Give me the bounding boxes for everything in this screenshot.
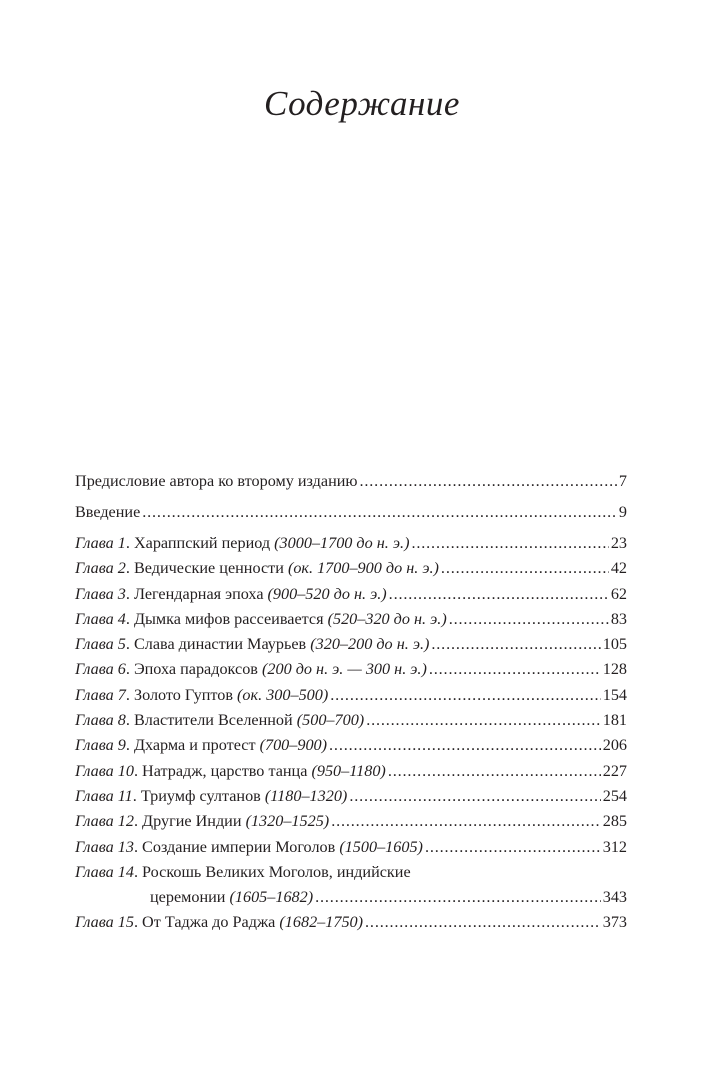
toc-entry-chapter-10: Глава 10. Натрадж, царство танца (950–1180) . . . 227 (75, 760, 627, 785)
toc-entry-chapter-13: Глава 13. Создание империи Моголов (1500–1605) . . . 312 (75, 836, 627, 861)
chapter-title: Хараппский период (133, 534, 271, 552)
toc-page-number: 254 (602, 786, 627, 805)
toc-page-number: 23 (610, 534, 627, 552)
dot-leader (389, 583, 609, 605)
chapter-label: Глава 1 (75, 534, 126, 552)
chapter-label: Глава 14 (75, 862, 134, 881)
dot-leader (330, 684, 600, 706)
dot-leader (360, 470, 617, 492)
chapter-dates: (1500–1605) (339, 837, 423, 856)
chapter-dates: (950–1180) (311, 761, 386, 780)
toc-entry-chapter-8: Глава 8. Властители Вселенной (500–700) . . . 181 (75, 709, 627, 734)
toc-entry-chapter-15: Глава 15. От Таджа до Раджа (1682–1750) . . . 373 (75, 911, 627, 936)
chapter-label: Глава 7 (75, 685, 126, 704)
toc-entry-chapter-14: Глава 14. Роскошь Великих Моголов, индийские (75, 862, 411, 881)
dot-leader (329, 734, 601, 756)
page-title: Содержание (264, 84, 460, 123)
toc-entry-chapter-12: Глава 12. Другие Индии (1320–1525) . . . 285 (75, 810, 627, 835)
dot-leader (449, 608, 609, 630)
chapter-label: Глава 12 (75, 812, 134, 831)
chapter-label: Глава 5 (75, 635, 126, 654)
dot-leader (431, 633, 600, 655)
toc-entry-chapter-4: Глава 4. Дымка мифов рассеивается (520–320 до н. э.) . . . 83 (75, 608, 627, 633)
toc-entry-chapter-3: Глава 3. Легендарная эпоха (900–520 до н. э.) . . . 62 (75, 583, 627, 608)
chapter-dates: (1682–1750) (279, 913, 364, 932)
dot-leader (331, 810, 601, 832)
chapter-label: Глава 10 (75, 761, 134, 780)
toc-entry-chapter-6: Глава 6. Эпоха парадоксов (200 до н. э. — 300 н. э.) . . . 128 (75, 658, 627, 683)
chapter-title: Легендарная эпоха (133, 584, 264, 603)
chapter-dates: (500–700) (296, 711, 365, 730)
chapter-title: Эпоха парадоксов (133, 660, 258, 679)
toc-page-number: 181 (602, 711, 627, 730)
chapter-title: Слава династии Маурьев (133, 635, 307, 654)
chapter-dates: (ок. 300–500) (237, 685, 329, 704)
chapter-title-continuation: церемонии (150, 888, 226, 907)
toc-entry-chapter-2: Глава 2. Ведические ценности (ок. 1700–900 до н. э.) . . . 42 (75, 557, 627, 582)
chapter-dates: (520–320 до н. э.) (327, 609, 447, 628)
chapter-title: Создание империи Моголов (142, 837, 336, 856)
chapter-label: Глава 3 (75, 584, 126, 603)
toc-page-number: 154 (602, 685, 627, 704)
chapter-label: Глава 4 (75, 609, 126, 628)
toc-entry-chapter-9: Глава 9. Дхарма и протест (700–900) . . . 206 (75, 734, 627, 759)
toc-entry-chapter-14-continuation (75, 886, 627, 911)
dot-leader (366, 709, 601, 731)
chapter-dates: (320–200 до н. э.) (310, 635, 430, 654)
dot-leader (365, 911, 601, 933)
dot-leader (429, 658, 601, 680)
chapter-dates: (700–900) (259, 736, 328, 755)
toc-entry-chapter-1: Глава 1. Хараппский период (3000–1700 до н. э.) . . . 23 (75, 532, 627, 557)
chapter-dates: (1180–1320) (264, 786, 348, 805)
chapter-label: Глава 8 (75, 711, 126, 730)
chapter-dates: (1320–1525) (245, 812, 330, 831)
toc-entry-title: Предисловие автора ко второму изданию (75, 472, 358, 490)
toc-page-number: 9 (618, 503, 627, 521)
toc-page-number: 312 (602, 837, 627, 856)
dot-leader (142, 501, 617, 523)
chapter-title: Натрадж, царство танца (142, 761, 308, 780)
table-of-contents (75, 470, 627, 937)
toc-page-number: 105 (602, 635, 627, 654)
toc-page-number: 7 (618, 472, 627, 490)
chapter-label: Глава 9 (75, 736, 126, 755)
dot-leader (411, 532, 608, 554)
dot-leader (441, 557, 609, 579)
chapter-title: Триумф султанов (140, 786, 261, 805)
chapter-title: Золото Гуптов (133, 685, 233, 704)
chapter-label: Глава 11 (75, 786, 133, 805)
toc-page-number: 206 (602, 736, 627, 755)
dot-leader (425, 836, 601, 858)
toc-page-number: 128 (602, 660, 627, 679)
chapter-title: Дымка мифов рассеивается (133, 609, 324, 628)
toc-page-number: 285 (602, 812, 627, 831)
chapter-title: Дхарма и протест (133, 736, 256, 755)
chapter-dates: (ок. 1700–900 до н. э.) (287, 559, 439, 578)
chapter-title: Ведические ценности (133, 559, 284, 578)
toc-page-number: 373 (602, 913, 627, 932)
toc-entry-chapter-11: Глава 11. Триумф султанов (1180–1320) . . . 254 (75, 785, 627, 810)
toc-page-number: 62 (610, 584, 627, 603)
toc-page-number: 227 (602, 761, 627, 780)
toc-page-number: 343 (602, 888, 627, 907)
chapter-title: От Таджа до Раджа (142, 913, 276, 932)
chapter-label: Глава 2 (75, 559, 126, 578)
toc-page-number: 42 (610, 559, 627, 578)
chapter-label: Глава 15 (75, 913, 134, 932)
chapter-dates: (200 до н. э. — 300 н. э.) (262, 660, 427, 679)
chapter-label: Глава 13 (75, 837, 134, 856)
chapter-dates: (1605–1682) (229, 888, 314, 907)
chapter-title: Властители Вселенной (133, 711, 293, 730)
toc-page-number: 83 (610, 609, 627, 628)
chapter-dates: (3000–1700 до н. э.) (274, 534, 410, 552)
toc-entry-chapter-5: Глава 5. Слава династии Маурьев (320–200 до н. э.) . . . 105 (75, 633, 627, 658)
chapter-title: Другие Индии (142, 812, 242, 831)
dot-leader (349, 785, 600, 807)
toc-entry-preface (75, 470, 627, 492)
dot-leader (388, 760, 601, 782)
toc-entry-title: Введение (75, 503, 141, 521)
toc-entry-chapter-7: Глава 7. Золото Гуптов (ок. 300–500) . . . 154 (75, 684, 627, 709)
toc-entry-introduction (75, 501, 627, 523)
chapter-label: Глава 6 (75, 660, 126, 679)
chapter-dates: (900–520 до н. э.) (267, 584, 387, 603)
dot-leader (315, 886, 601, 908)
chapter-title: Роскошь Великих Моголов, индийские (142, 862, 411, 881)
